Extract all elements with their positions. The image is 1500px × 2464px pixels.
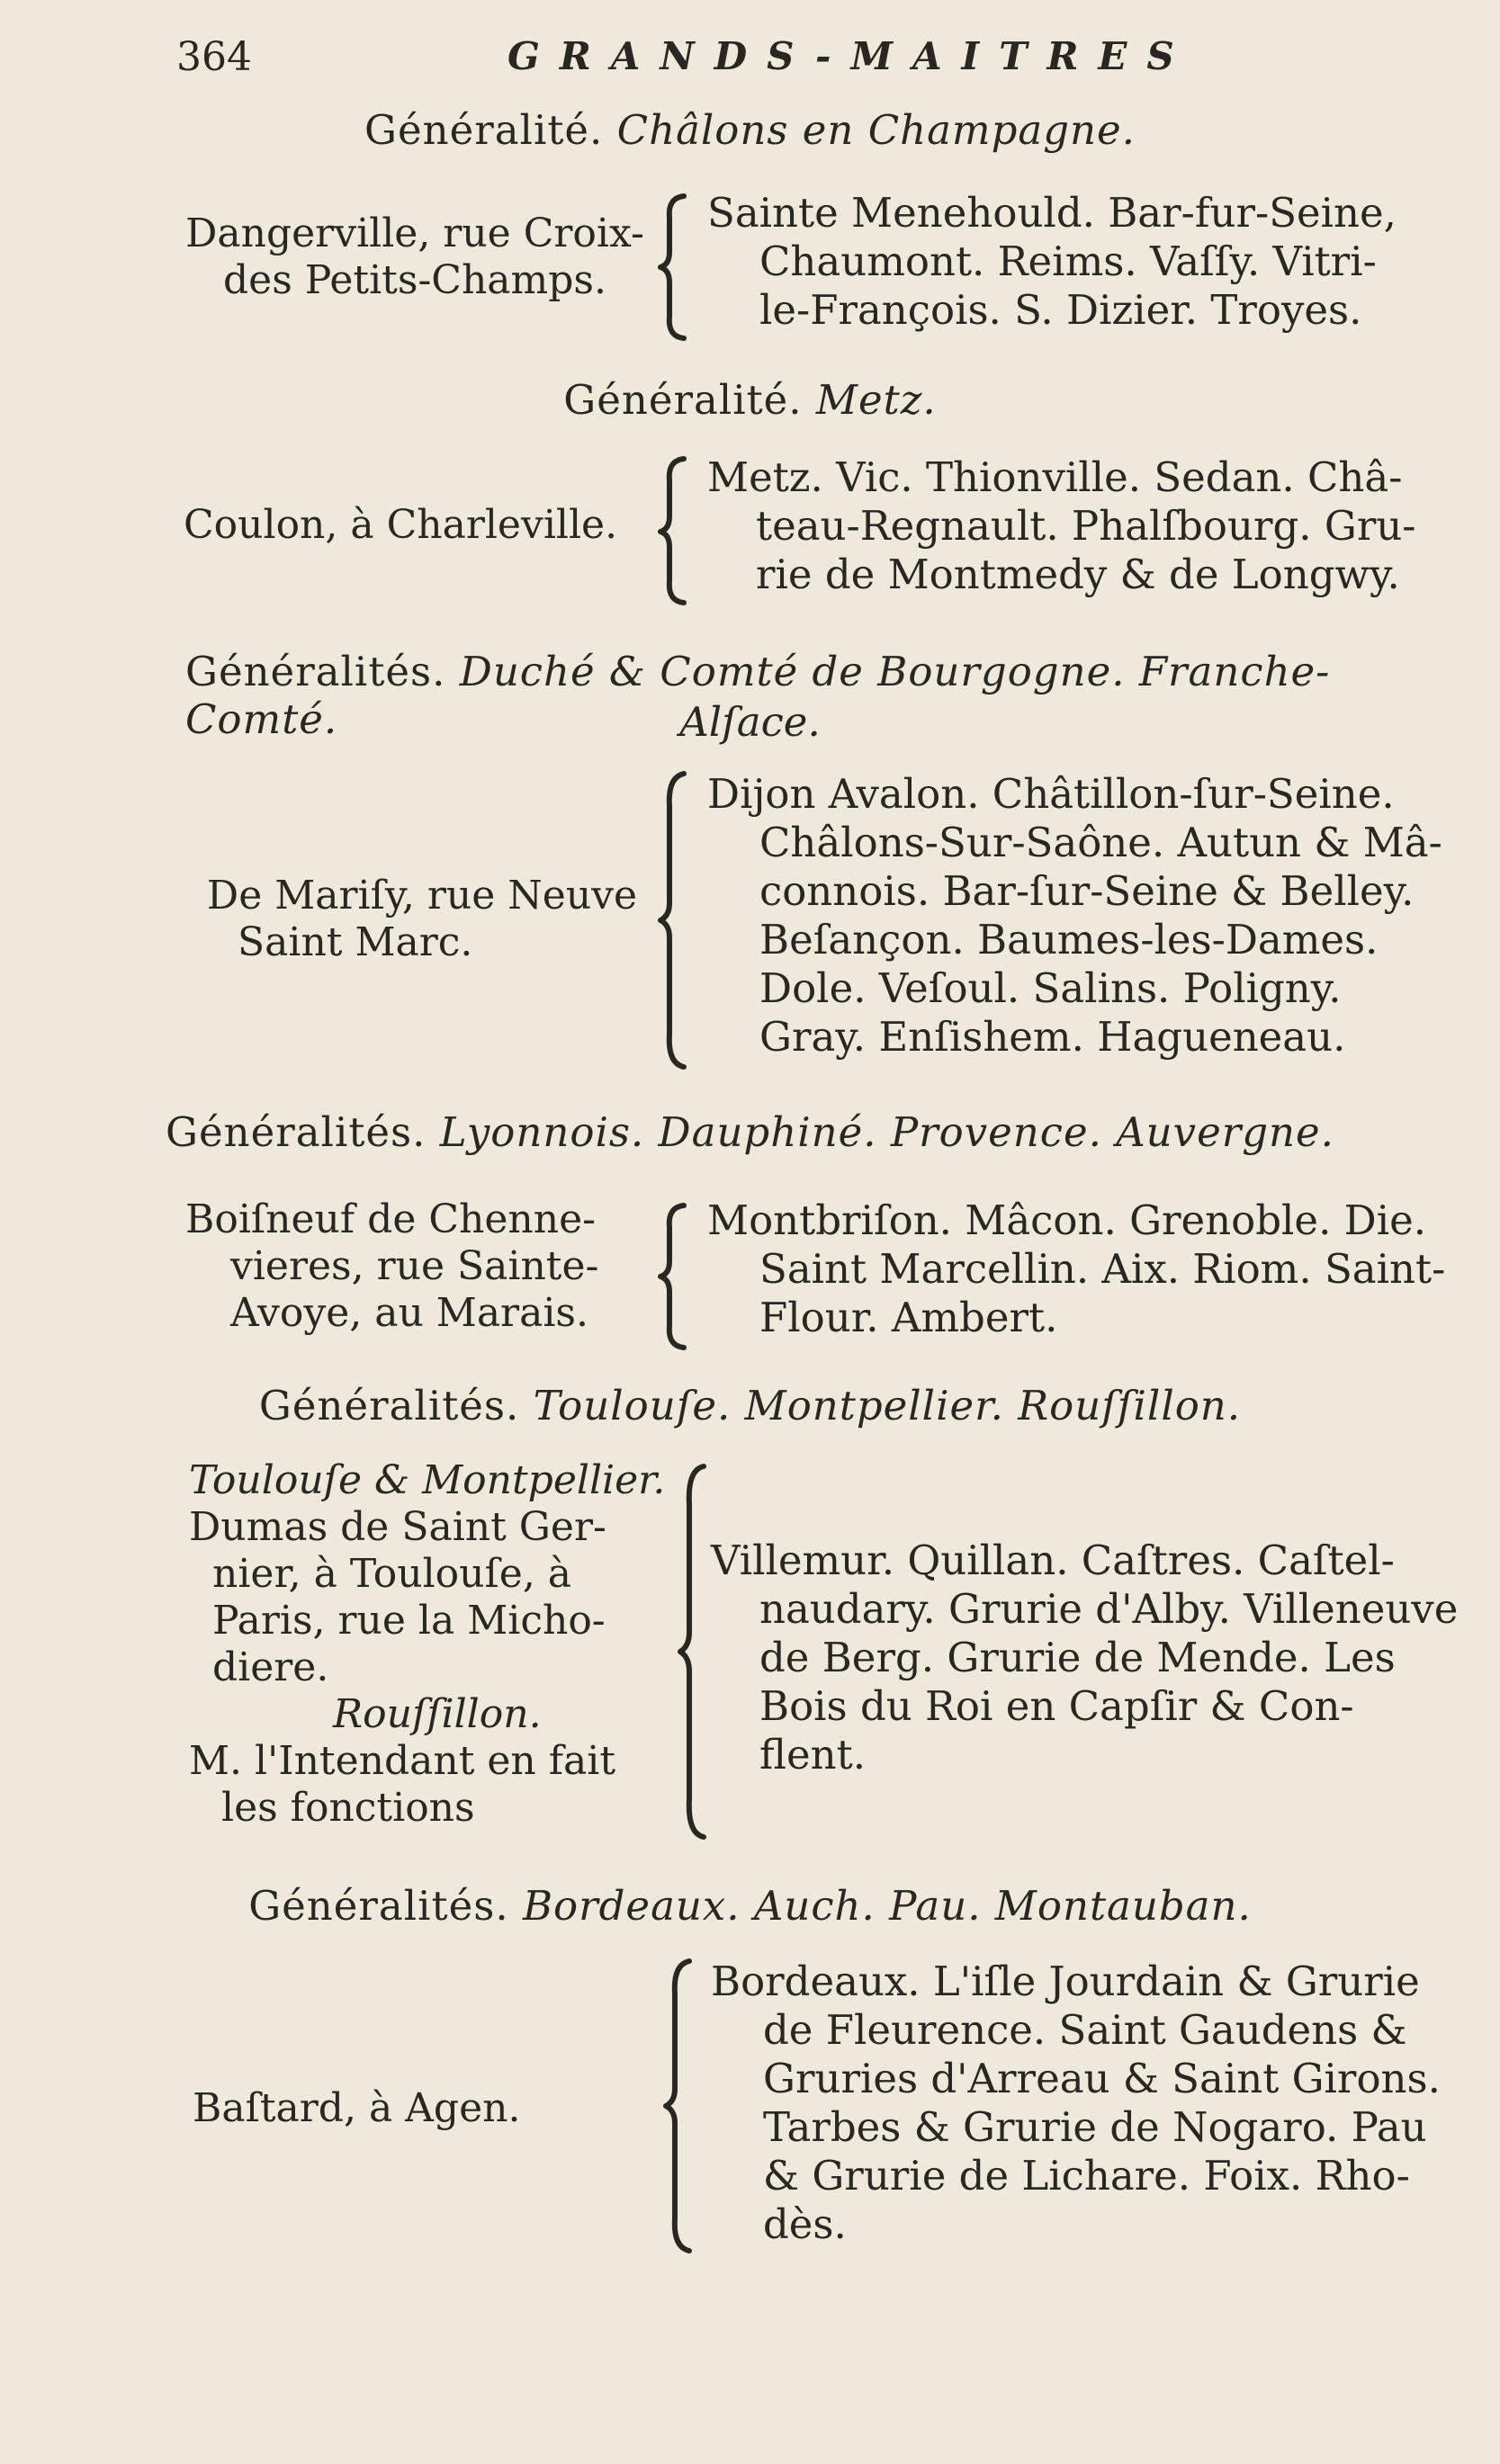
officer-line: M. l'Intendant en fait [189,1738,616,1784]
heading-label: Généralité. [364,106,604,154]
heading-label: Généralité. [563,376,803,424]
district-line: le-François. S. Dizier. Troyes. [759,286,1362,334]
brace [657,770,696,1071]
district-line: Sainte Menehould. Bar-fur-Seine, [707,189,1397,237]
heading-place: Lyonnois. Dauphiné. Provence. Auvergne. [439,1108,1334,1156]
district-line: Montbriſon. Mâcon. Grenoble. Die. [707,1196,1427,1244]
heading-place: Metz. [815,376,937,424]
brace [657,193,696,342]
district-line: Tarbes & Grurie de Nogaro. Pau [763,2103,1427,2151]
district-line: de Fleurence. Saint Gaudens & [763,2006,1407,2054]
officer-entry [189,1457,675,1832]
district-line: Gray. Enſishem. Hagueneau. [759,1013,1346,1061]
brace [657,1202,696,1351]
district-list [707,453,1416,599]
district-line: naudary. Grurie d'Alby. Villeneuve [759,1585,1459,1633]
district-list [711,1958,1441,2249]
district-list [707,1196,1445,1342]
subregion-title: Toulouſe & Montpellier. [189,1457,666,1503]
heading-place: Bordeaux. Auch. Pau. Montauban. [522,1882,1252,1930]
section-heading [0,1882,1500,1930]
district-line: Beſançon. Baumes-les-Dames. [759,916,1379,963]
heading-place: Toulouſe. Montpellier. Rouſſillon. [533,1382,1242,1429]
district-line: de Berg. Grurie de Mende. Les [759,1634,1396,1681]
heading-label: Généralités. [258,1382,520,1429]
officer-line: des Petits-Champs. [222,257,606,303]
running-title: GRANDS-MAITRES [507,34,1194,78]
section-heading [0,1382,1500,1429]
district-line: Saint Marcellin. Aix. Riom. Saint- [759,1245,1446,1293]
district-line: Dole. Veſoul. Salins. Poligny. [759,964,1342,1012]
officer-line: Saint Marc. [238,919,473,965]
district-line: Chaumont. Reims. Vaſſy. Vitri- [759,237,1377,285]
subregion-title: Rouſſillon. [333,1691,542,1737]
officer-entry [184,502,617,549]
heading-label: Généralités. [166,1108,427,1156]
district-line: Bois du Roi en Capſir & Con- [759,1682,1354,1730]
district-list [711,1537,1458,1779]
officer-line: Dumas de Saint Ger- [189,1504,606,1550]
brace [657,455,696,606]
district-line: Gruries d'Arreau & Saint Girons. [763,2055,1441,2102]
officer-line: vieres, rue Sainte- [230,1243,599,1289]
officer-entry [193,2085,520,2132]
district-line: Villemur. Quillan. Caſtres. Caſtel- [711,1537,1395,1584]
officer-line: Avoye, au Marais. [230,1290,588,1336]
district-line: Flour. Ambert. [759,1294,1058,1341]
heading-place: Duché & Comté de Bourgogne. Franche-Comté. [185,648,1331,743]
officer-line: Dangerville, rue Croix- [185,211,644,256]
officer-line: nier, à Toulouſe, à [212,1551,572,1597]
officer-entry [176,211,653,304]
heading-label: Généralités. [185,648,446,695]
officer-line: Paris, rue la Micho- [212,1598,606,1644]
page-number: 364 [176,34,252,80]
district-list [707,189,1397,335]
officer-line: Baſtard, à Agen. [193,2085,521,2131]
section-heading [0,376,1500,424]
officer-entry [185,1196,653,1337]
officer-line: De Mariſy, rue Neuve [206,873,638,918]
running-head [176,34,1490,88]
officer-line: Boiſneuf de Chenne- [185,1196,596,1242]
district-line: teau-Regnault. Phalſbourg. Gru- [756,502,1416,550]
district-line: rie de Montmedy & de Longwy. [756,551,1400,598]
district-line: connois. Bar-ſur-Seine & Belley. [759,867,1415,915]
officer-line: les fonctions [221,1785,475,1831]
district-line: Châlons-Sur-Saône. Autun & Mâ- [759,819,1442,866]
district-line: dès. [763,2200,847,2248]
district-line: Bordeaux. L'iſle Jourdain & Grurie [711,1958,1420,2005]
officer-line: Coulon, à Charleville. [184,502,618,548]
heading-place-continued: Alſace. [679,698,821,746]
district-line: flent. [759,1731,867,1779]
heading-place: Châlons en Champagne. [616,106,1136,154]
section-heading [0,1108,1500,1156]
district-line: Metz. Vic. Thionville. Sedan. Châ- [707,453,1403,501]
officer-line: diere. [212,1644,329,1690]
district-list [707,770,1442,1062]
district-line: Dijon Avalon. Châtillon-ſur-Seine. [707,770,1395,818]
heading-label: Généralités. [248,1882,509,1930]
district-line: & Grurie de Lichare. Foix. Rho- [763,2152,1410,2200]
section-heading [0,106,1500,154]
officer-entry [184,873,660,966]
brace [662,1958,702,2254]
